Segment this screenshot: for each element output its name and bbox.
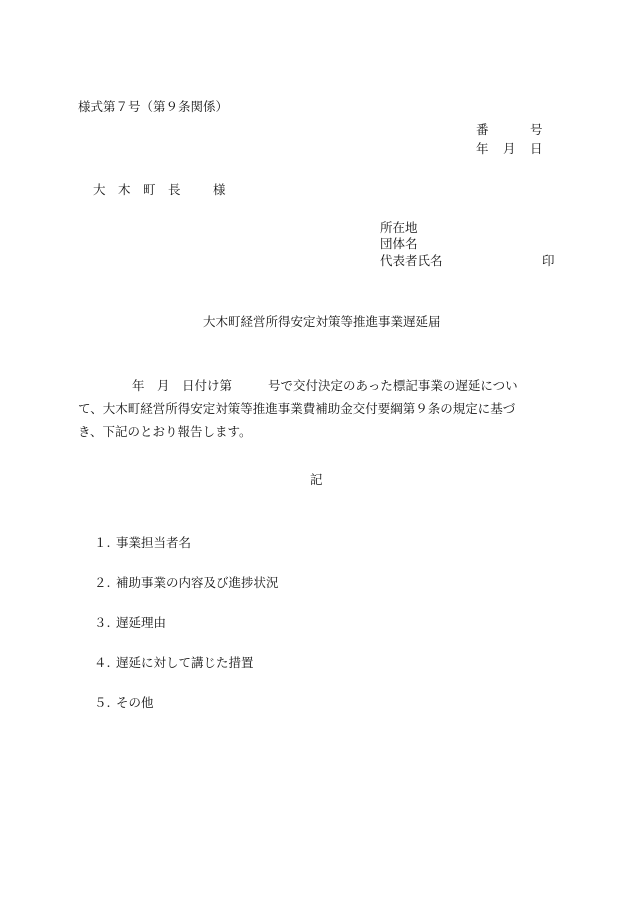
list-item-number: ３.: [94, 615, 111, 630]
applicant-group-label: 団体名: [380, 236, 418, 251]
list-item-label: 遅延理由: [116, 615, 167, 630]
list-item-label: 事業担当者名: [116, 535, 192, 550]
list-item-label: 補助事業の内容及び進捗状況: [116, 575, 279, 590]
body-line-1-rest: 号で交付決定のあった標記事業の遅延につい: [268, 378, 518, 393]
list-item-number: ２.: [94, 575, 111, 590]
list-item-number: ４.: [94, 655, 111, 670]
list-item-label: 遅延に対して講じた措置: [116, 655, 254, 670]
body-line-3: き、下記のとおり報告します。: [78, 424, 252, 439]
body-line-2: て、大木町経営所得安定対策等推進事業費補助金交付要綱第９条の規定に基づ: [78, 401, 516, 416]
body-line-1: [78, 374, 558, 397]
addressee-name: 大 木 町 長: [93, 182, 181, 197]
date-month: 月: [503, 141, 516, 156]
body-line-1-date: 年 月 日付け第: [132, 378, 233, 393]
ki-label: 記: [310, 472, 323, 487]
list-item-label: その他: [116, 695, 154, 710]
list-item: [94, 617, 166, 630]
list-item: [94, 657, 254, 670]
applicant-representative-label: 代表者氏名: [380, 253, 443, 268]
document-title: 大木町経営所得安定対策等推進事業遅延届: [203, 314, 441, 329]
form-label: 様式第７号（第９条関係）: [78, 99, 229, 114]
list-item-number: １.: [94, 535, 111, 550]
list-item: [94, 577, 279, 590]
body-paragraph: [78, 374, 558, 443]
list-item: [94, 537, 191, 550]
date-year: 年: [476, 141, 489, 156]
list-item: [94, 697, 154, 710]
addressee-honorific: 様: [213, 182, 226, 197]
number-label: 番: [476, 122, 489, 137]
number-suffix: 号: [530, 122, 543, 137]
seal-mark: 印: [542, 253, 555, 268]
list-item-number: ５.: [94, 695, 111, 710]
date-day: 日: [530, 141, 543, 156]
applicant-address-label: 所在地: [380, 220, 418, 235]
